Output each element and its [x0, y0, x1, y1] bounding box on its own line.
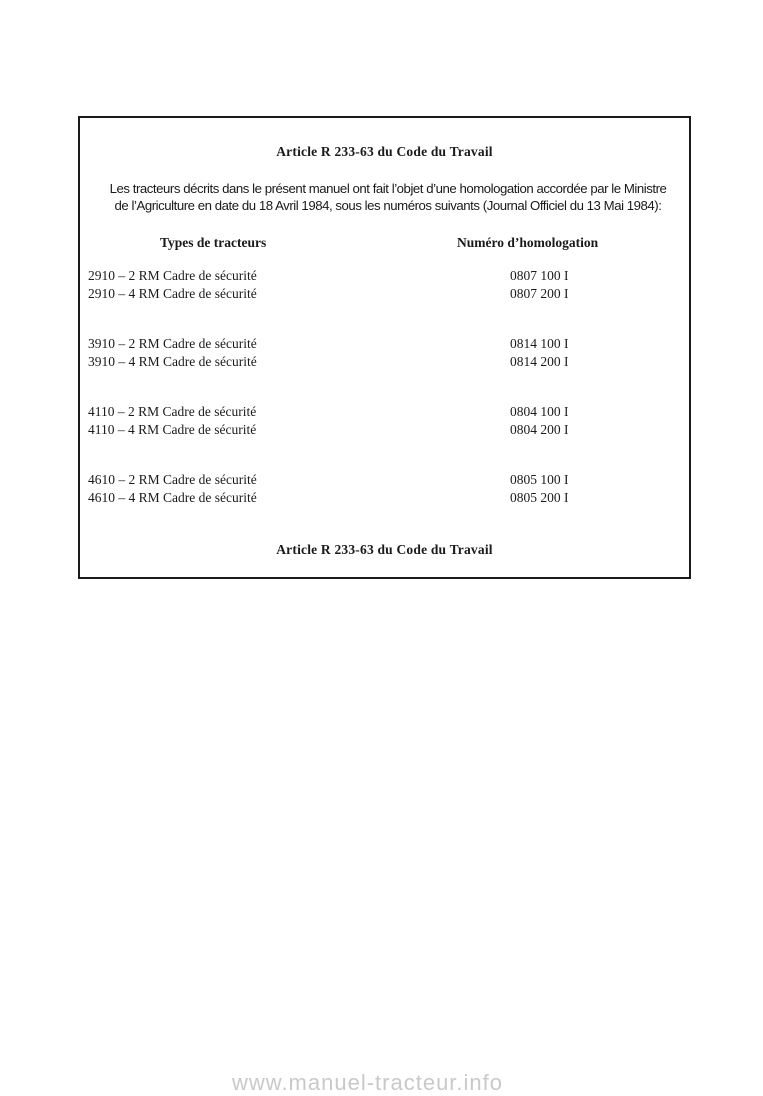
- table-row: [80, 471, 689, 489]
- homologation-number: 0807 200 I: [510, 286, 569, 301]
- homologation-number: 0804 200 I: [510, 422, 569, 437]
- tractor-type: 4110 – 2 RM Cadre de sécurité: [88, 404, 257, 419]
- tractor-group-2910: [80, 267, 689, 303]
- tractor-group-4610: [80, 471, 689, 507]
- homologation-number: 0814 200 I: [510, 354, 569, 369]
- tractor-group-3910: [80, 335, 689, 371]
- homologation-number: 0805 100 I: [510, 472, 569, 487]
- homologation-box: [78, 116, 691, 579]
- homologation-number: 0814 100 I: [510, 336, 569, 351]
- article-heading-bottom: Article R 233-63 du Code du Travail: [276, 542, 493, 557]
- table-row: [80, 285, 689, 303]
- tractor-group-4110: [80, 403, 689, 439]
- column-header-numero: Numéro d’homologation: [457, 235, 599, 250]
- tractor-type: 4110 – 4 RM Cadre de sécurité: [88, 422, 257, 437]
- homologation-number: 0804 100 I: [510, 404, 569, 419]
- table-row: [80, 335, 689, 353]
- tractor-type: 2910 – 4 RM Cadre de sécurité: [88, 286, 257, 301]
- table-row: [80, 489, 689, 507]
- table-row: [80, 403, 689, 421]
- tractor-type: 3910 – 2 RM Cadre de sécurité: [88, 336, 257, 351]
- table-row: [80, 267, 689, 285]
- homologation-number: 0805 200 I: [510, 490, 569, 505]
- tractor-type: 3910 – 4 RM Cadre de sécurité: [88, 354, 257, 369]
- tractor-type: 4610 – 2 RM Cadre de sécurité: [88, 472, 257, 487]
- tractor-type: 2910 – 2 RM Cadre de sécurité: [88, 268, 257, 283]
- table-row: [80, 353, 689, 371]
- column-header-types: Types de tracteurs: [160, 235, 267, 250]
- table-row: [80, 421, 689, 439]
- tractor-type: 4610 – 4 RM Cadre de sécurité: [88, 490, 257, 505]
- footer-watermark: www.manuel-tracteur.info: [232, 1070, 503, 1095]
- intro-line-1: Les tracteurs décrits dans le présent manuel ont fait l’objet d’une homologation accordée par le Ministre: [109, 181, 667, 196]
- homologation-number: 0807 100 I: [510, 268, 569, 283]
- article-heading-top: Article R 233-63 du Code du Travail: [276, 144, 493, 159]
- intro-line-2: de l’Agriculture en date du 18 Avril 1984, sous les numéros suivants (Journal Officiel du 13 Mai 1984):: [114, 198, 662, 213]
- intro-paragraph: [88, 180, 688, 214]
